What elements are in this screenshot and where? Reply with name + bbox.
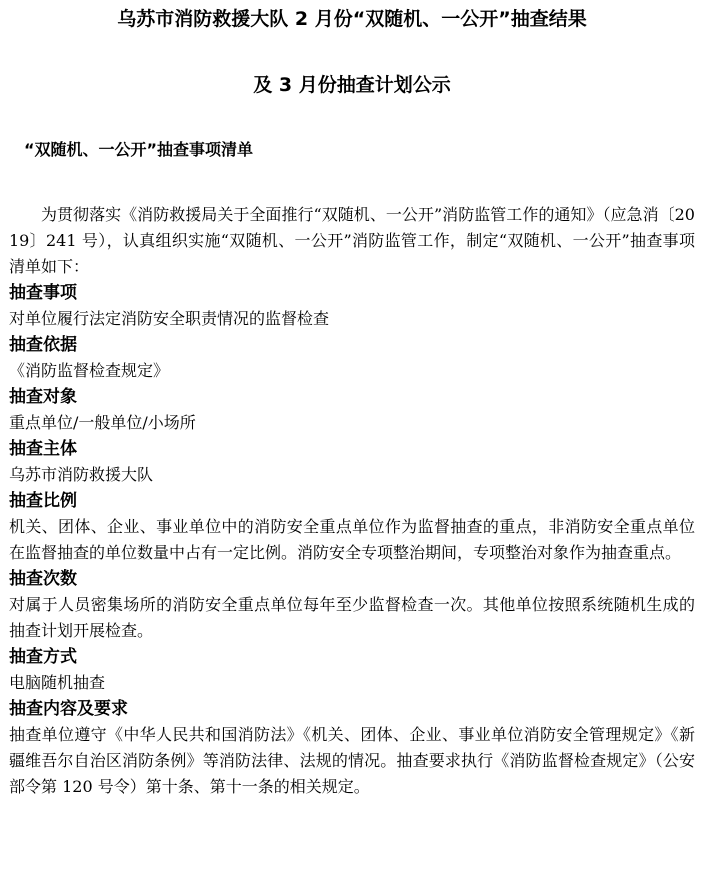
section-text-item: 对单位履行法定消防安全职责情况的监督检查: [9, 309, 330, 328]
section-heading-content: 抽查内容及要求: [9, 699, 128, 719]
section-heading-method: 抽查方式: [9, 647, 77, 667]
section-text-method: 电脑随机抽查: [9, 673, 106, 692]
section-heading-basis: 抽查依据: [9, 335, 77, 355]
document-title-line-2: 及 3 月份抽查计划公示: [253, 74, 451, 96]
section-text-subject: 乌苏市消防救援大队: [9, 465, 154, 484]
section-heading-ratio: 抽查比例: [9, 491, 77, 511]
section-text-target: 重点单位/一般单位/小场所: [9, 413, 196, 432]
checklist-subheading: “双随机、一公开”抽查事项清单: [24, 140, 254, 159]
section-heading-item: 抽查事项: [9, 283, 77, 303]
section-text-basis: 《消防监督检查规定》: [9, 361, 170, 380]
document-body: [9, 202, 695, 800]
document-title-line-1: 乌苏市消防救援大队 2 月份“双随机、一公开”抽查结果: [117, 8, 587, 30]
section-heading-subject: 抽查主体: [9, 439, 77, 459]
section-heading-target: 抽查对象: [9, 387, 77, 407]
section-text-frequency: 对属于人员密集场所的消防安全重点单位每年至少监督检查一次。其他单位按照系统随机生成的抽查计划开展检查。: [9, 595, 695, 640]
intro-paragraph: 为贯彻落实《消防救援局关于全面推行“双随机、一公开”消防监管工作的通知》（应急消〔2019〕241 号），认真组织实施“双随机、一公开”消防监管工作，制定“双随机、一公开”抽查事项清单如下：: [9, 205, 695, 276]
section-heading-frequency: 抽查次数: [9, 569, 77, 589]
section-text-ratio: 机关、团体、企业、事业单位中的消防安全重点单位作为监督抽查的重点，非消防安全重点单位在监督抽查的单位数量中占有一定比例。消防安全专项整治期间，专项整治对象作为抽查重点。: [9, 517, 695, 562]
section-text-content: 抽查单位遵守《中华人民共和国消防法》《机关、团体、企业、事业单位消防安全管理规定》《新疆维吾尔自治区消防条例》等消防法律、法规的情况。抽查要求执行《消防监督检查规定》（公安部令第 120 号令）第十条、第十一条的相关规定。: [9, 725, 695, 796]
